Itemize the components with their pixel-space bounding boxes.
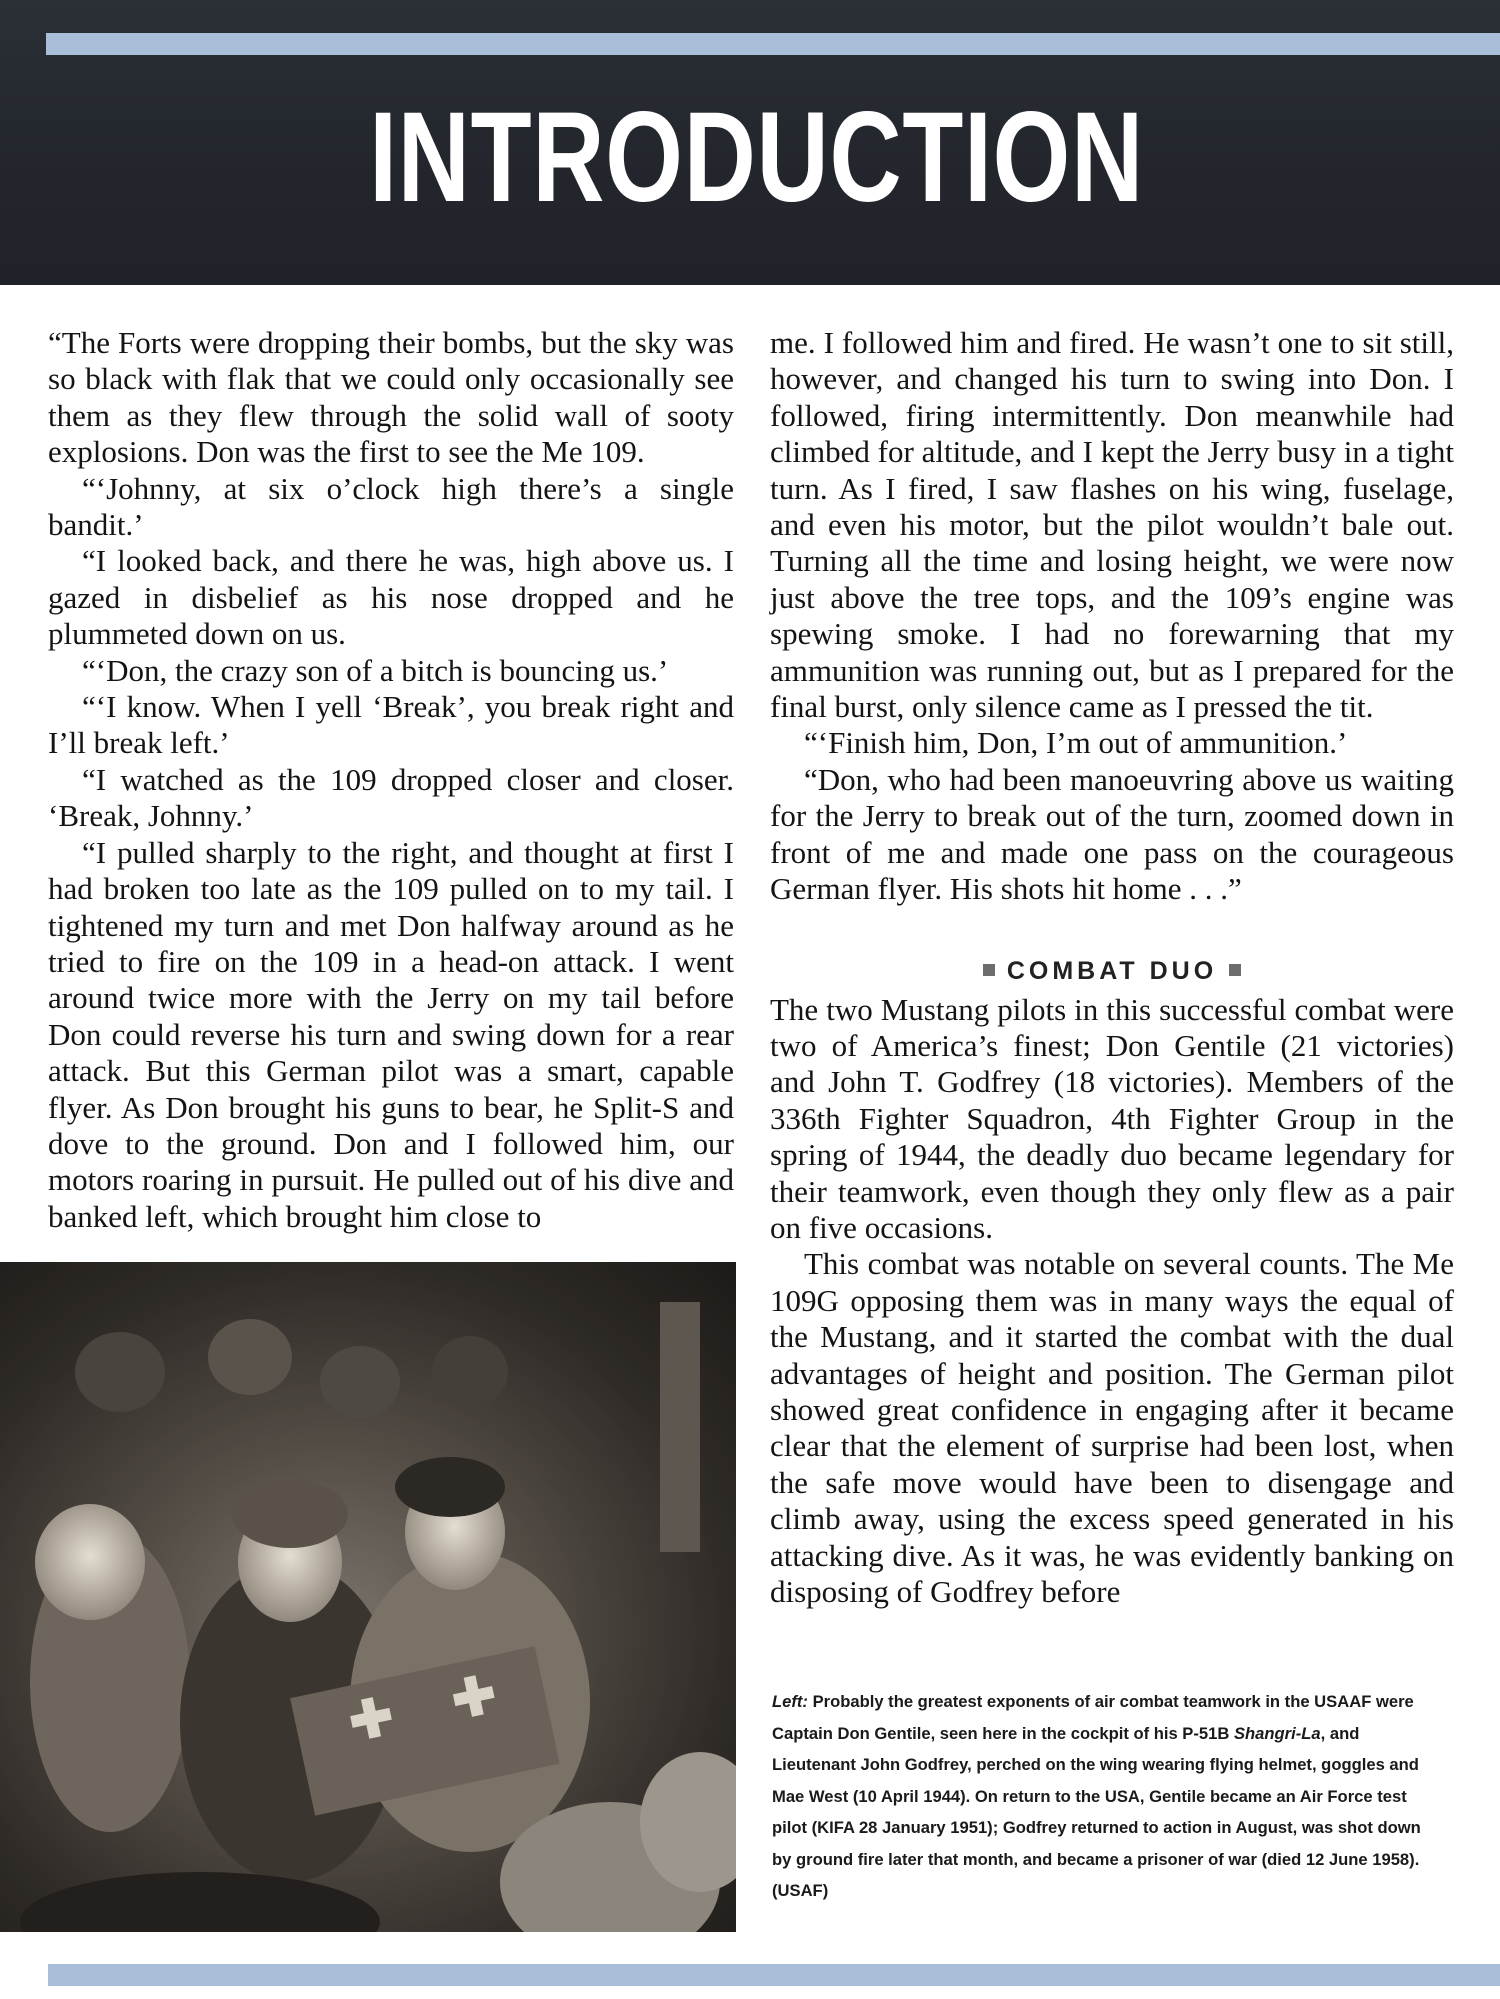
paragraph: “‘Finish him, Don, I’m out of ammunition.’ [804,725,1348,761]
paragraph: “‘Don, the crazy son of a bitch is bouncing us.’ [82,652,669,688]
photo-caption [772,1686,1422,1907]
historical-photo [0,1262,736,1932]
paragraph: “Don, who had been manoeuvring above us waiting for the Jerry to break out of the turn, zoomed down in front of me and made one pass on the courageous German flyer. His shots hit home . . .” [770,761,1454,907]
subheading-text: COMBAT DUO [1006,956,1218,985]
caption-text: , and Lieutenant John Godfrey, perched on the wing wearing flying helmet, goggles and Mae West (10 April 1944). On return to the USA, Gentile became an Air Force test pilot (KIFA 28 January 1951); Godfrey returned to action in August, was shot down by ground fire later that month, and became a prisoner of war (died 12 June 1958). (USAF) [772,1723,1421,1900]
section-subheading [770,954,1454,988]
photo-illustration [0,1262,736,1932]
paragraph: “I pulled sharply to the right, and thought at first I had broken too late as the 109 pulled on to my tail. I tightened my turn and met Don halfway around as he tried to fire on the 109 in a head-on attack. I went around twice more with the Jerry on my tail before Don could reverse his turn and swing down for a rear attack. But this German pilot was a smart, capable flyer. As Don brought his guns to bear, he Split-S and dove to the ground. Don and I followed him, our motors roaring in pursuit. He pulled out of his dive and banked left, which brought him close to [48,834,734,1234]
paragraph: “The Forts were dropping their bombs, but the sky was so black with flak that we could only occasionally see them as they flew through the solid wall of sooty explosions. Don was the first to see the Me 109. [48,325,734,470]
right-text-column [770,325,1454,1610]
paragraph: me. I followed him and fired. He wasn’t one to sit still, however, and changed his turn to swing into Don. I followed, firing intermittently. Don meanwhile had climbed for altitude, and I kept the Jerry busy in a tight turn. As I fired, I saw flashes on his wing, fuselage, and even his motor, but the pilot wouldn’t bale out. Turning all the time and losing height, we were now just above the tree tops, and the 109’s engine was spewing smoke. I had no forewarning that my ammunition was running out, but as I prepared for the final burst, only silence came as I pressed the tit. [770,325,1454,725]
page-title: INTRODUCTION [369,86,1144,229]
paragraph: The two Mustang pilots in this successful combat were two of America’s finest; Don Gentile (21 victories) and John T. Godfrey (18 victories). Members of the 336th Fighter Squadron, 4th Fighter Group in the spring of 1944, the deadly duo became legendary for their teamwork, even though they only flew as a pair on five occasions. [770,991,1454,1245]
square-bullet-icon [983,964,995,976]
bottom-accent-stripe [48,1964,1500,1986]
left-text-column [48,325,734,1235]
paragraph: “‘I know. When I yell ‘Break’, you break right and I’ll break left.’ [48,689,734,761]
square-bullet-icon [1229,964,1241,976]
paragraph: “I looked back, and there he was, high above us. I gazed in disbelief as his nose dropped and he plummeted down on us. [48,543,734,652]
caption-text: Probably the greatest exponents of air combat teamwork in the USAAF were Captain Don Gentile, seen here in the cockpit of his P-51B [772,1692,1414,1743]
top-accent-stripe [46,33,1500,55]
caption-aircraft-name: Shangri-La [1233,1723,1321,1743]
paragraph: “I watched as the 109 dropped closer and closer. ‘Break, Johnny.’ [48,761,734,834]
paragraph: This combat was notable on several counts. The Me 109G opposing them was in many ways the equal of the Mustang, and it started the combat with the dual advantages of height and position. The German pilot showed great confidence in engaging after it became clear that the element of surprise had been lost, when the safe move would have been to disengage and climb away, using the excess speed generated in his attacking dive. As it was, he was evidently banking on disposing of Godfrey before [770,1246,1454,1609]
paragraph: “‘Johnny, at six o’clock high there’s a single bandit.’ [48,470,734,543]
caption-lead: Left: [772,1692,808,1711]
